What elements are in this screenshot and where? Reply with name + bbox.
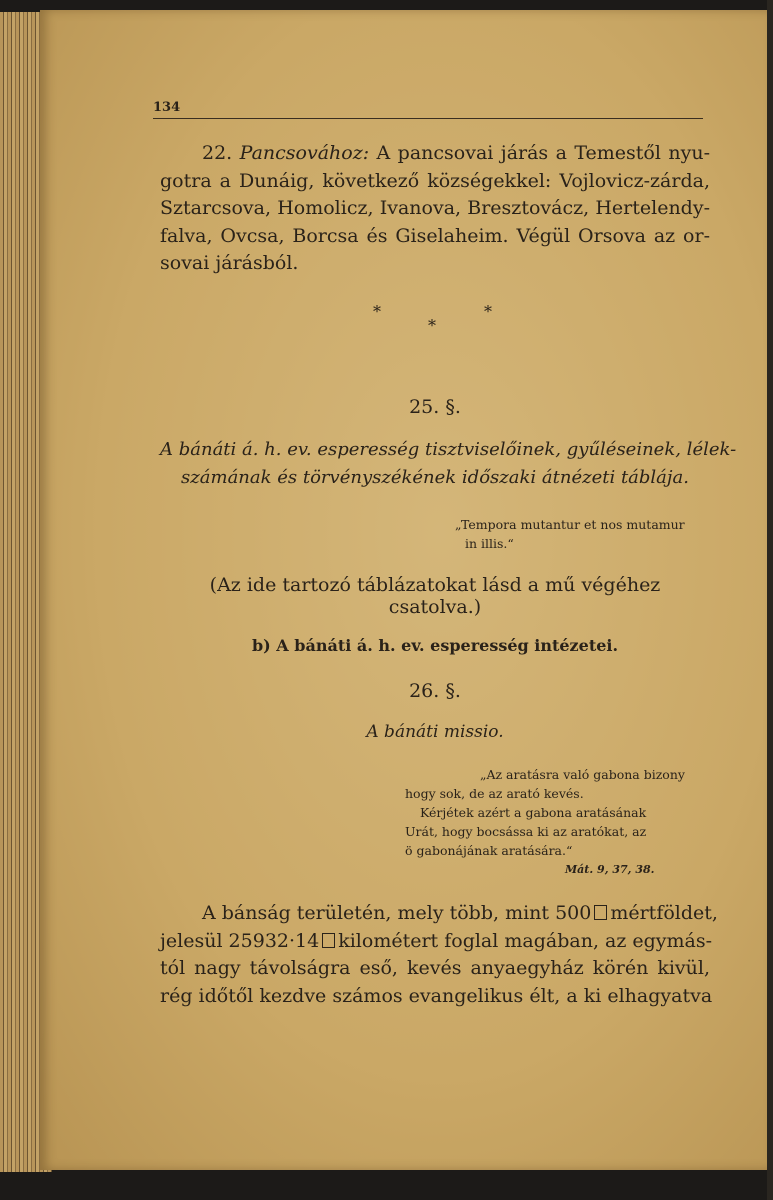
asterism-star: *	[373, 302, 381, 321]
title-line: A bánáti á. h. ev. esperesség tisztviselőinek, gyűléseinek, lélek-	[160, 439, 737, 460]
text-line: jelesül 25932·14 kilométert foglal magában, az egymás-	[160, 929, 713, 952]
square-symbol-icon	[322, 933, 335, 948]
section-25-heading: 25. §.	[409, 396, 461, 418]
section-26-title: A bánáti missio.	[366, 722, 504, 742]
text-line: tól nagy távolságra eső, kevés anyaegyház körén kivül,	[160, 957, 710, 979]
section-25-motto	[455, 515, 695, 553]
text-line: rég időtől kezdve számos evangelikus élt, a ki elhagyatva	[160, 984, 713, 1007]
tables-note: (Az ide tartozó táblázatokat lásd a mű végéhez csatolva.)	[209, 574, 661, 618]
motto-line: Kérjétek azért a gabona aratásának	[420, 805, 647, 820]
motto-line: ö gabonájának aratására.“	[405, 843, 573, 858]
text-line: falva, Ovcsa, Borcsa és Giselaheim. Végül Orsova az or-	[160, 224, 710, 247]
asterism-star: *	[484, 302, 492, 321]
text-line: Sztarcsova, Homolicz, Ivanova, Bresztovácz, Hertelendy-	[160, 197, 710, 219]
motto-line: in illis.“	[465, 536, 514, 551]
paragraph-bansag	[160, 900, 718, 1010]
motto-line: „Az aratásra való gabona bizony	[480, 767, 685, 782]
section-26-heading: 26. §.	[409, 680, 461, 702]
square-symbol-icon	[594, 905, 607, 920]
section-26-motto	[405, 765, 710, 879]
paragraph-pancsova	[160, 140, 710, 278]
motto-line: hogy sok, de az arató kevés.	[405, 786, 584, 801]
scan-border	[767, 0, 773, 1200]
section-25-title	[160, 436, 737, 491]
page-number: 134	[153, 100, 181, 115]
text-line: gotra a Dunáig, következő községekkel: Vojlovicz-zárda,	[160, 169, 710, 192]
text-line: sovai járásból.	[160, 252, 299, 274]
title-line: számának és törvényszékének időszaki átnézeti táblája.	[181, 466, 689, 488]
subheading: b) A bánáti á. h. ev. esperesség intézetei.	[251, 636, 619, 655]
text-line: A bánság területén, mely több, mint 500 mértföldet,	[202, 902, 718, 924]
text-line: 22. Pancsovához: A pancsovai járás a Temestől nyu-	[202, 142, 710, 164]
asterism-star: *	[428, 316, 436, 335]
motto-line: Urát, hogy bocsássa ki az aratókat, az	[405, 824, 647, 839]
motto-line: „Tempora mutantur et nos mutamur	[455, 517, 685, 532]
citation: Mát. 9, 37, 38.	[565, 863, 655, 876]
header-rule	[153, 118, 703, 119]
